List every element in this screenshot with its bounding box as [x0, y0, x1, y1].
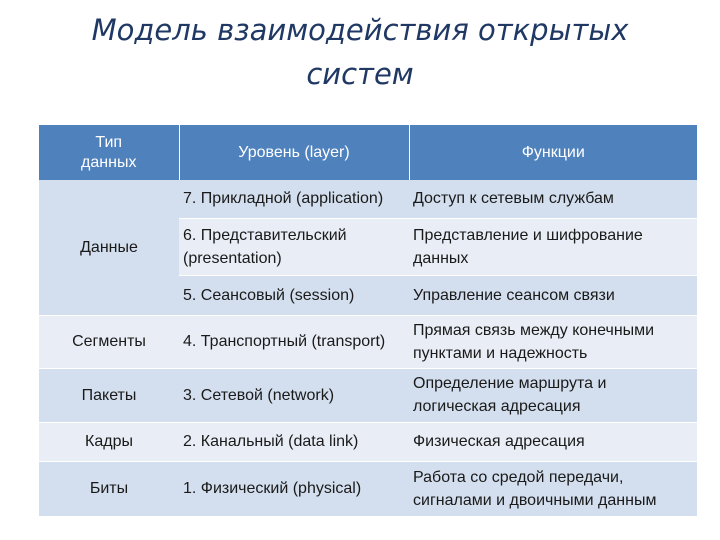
- cell-functions: Определение маршрута и логическая адресация: [409, 368, 697, 422]
- cell-functions: Работа со средой передачи, сигналами и двоичными данным: [409, 461, 697, 516]
- osi-model-table: [39, 125, 697, 517]
- cell-functions: Управление сеансом связи: [409, 275, 697, 315]
- table-row: [39, 368, 697, 422]
- table-header: [39, 125, 697, 180]
- cell-layer: 6. Представительский (presentation): [179, 218, 409, 275]
- page-title: [0, 8, 720, 96]
- table-row: [39, 461, 697, 516]
- header-layer: Уровень (layer): [179, 125, 409, 180]
- cell-layer: 3. Сетевой (network): [179, 368, 409, 422]
- cell-layer: 4. Транспортный (transport): [179, 315, 409, 368]
- cell-functions: Доступ к сетевым службам: [409, 180, 697, 218]
- header-functions: Функции: [409, 125, 697, 180]
- cell-data-type: Кадры: [39, 422, 179, 461]
- table-row: [39, 315, 697, 368]
- cell-functions: Представление и шифрование данных: [409, 218, 697, 275]
- cell-functions: Прямая связь между конечными пунктами и надежность: [409, 315, 697, 368]
- cell-data-type: Сегменты: [39, 315, 179, 368]
- cell-layer: 5. Сеансовый (session): [179, 275, 409, 315]
- title-line-1: Модель взаимодействия открытых: [91, 13, 629, 47]
- table-row: [39, 422, 697, 461]
- cell-data-type: Данные: [39, 180, 179, 315]
- header-data-type: Тип данных: [39, 125, 179, 180]
- title-line-2: систем: [306, 57, 414, 91]
- cell-layer: 2. Канальный (data link): [179, 422, 409, 461]
- cell-functions: Физическая адресация: [409, 422, 697, 461]
- cell-layer: 7. Прикладной (application): [179, 180, 409, 218]
- table-row: [39, 180, 697, 218]
- cell-layer: 1. Физический (physical): [179, 461, 409, 516]
- cell-data-type: Биты: [39, 461, 179, 516]
- cell-data-type: Пакеты: [39, 368, 179, 422]
